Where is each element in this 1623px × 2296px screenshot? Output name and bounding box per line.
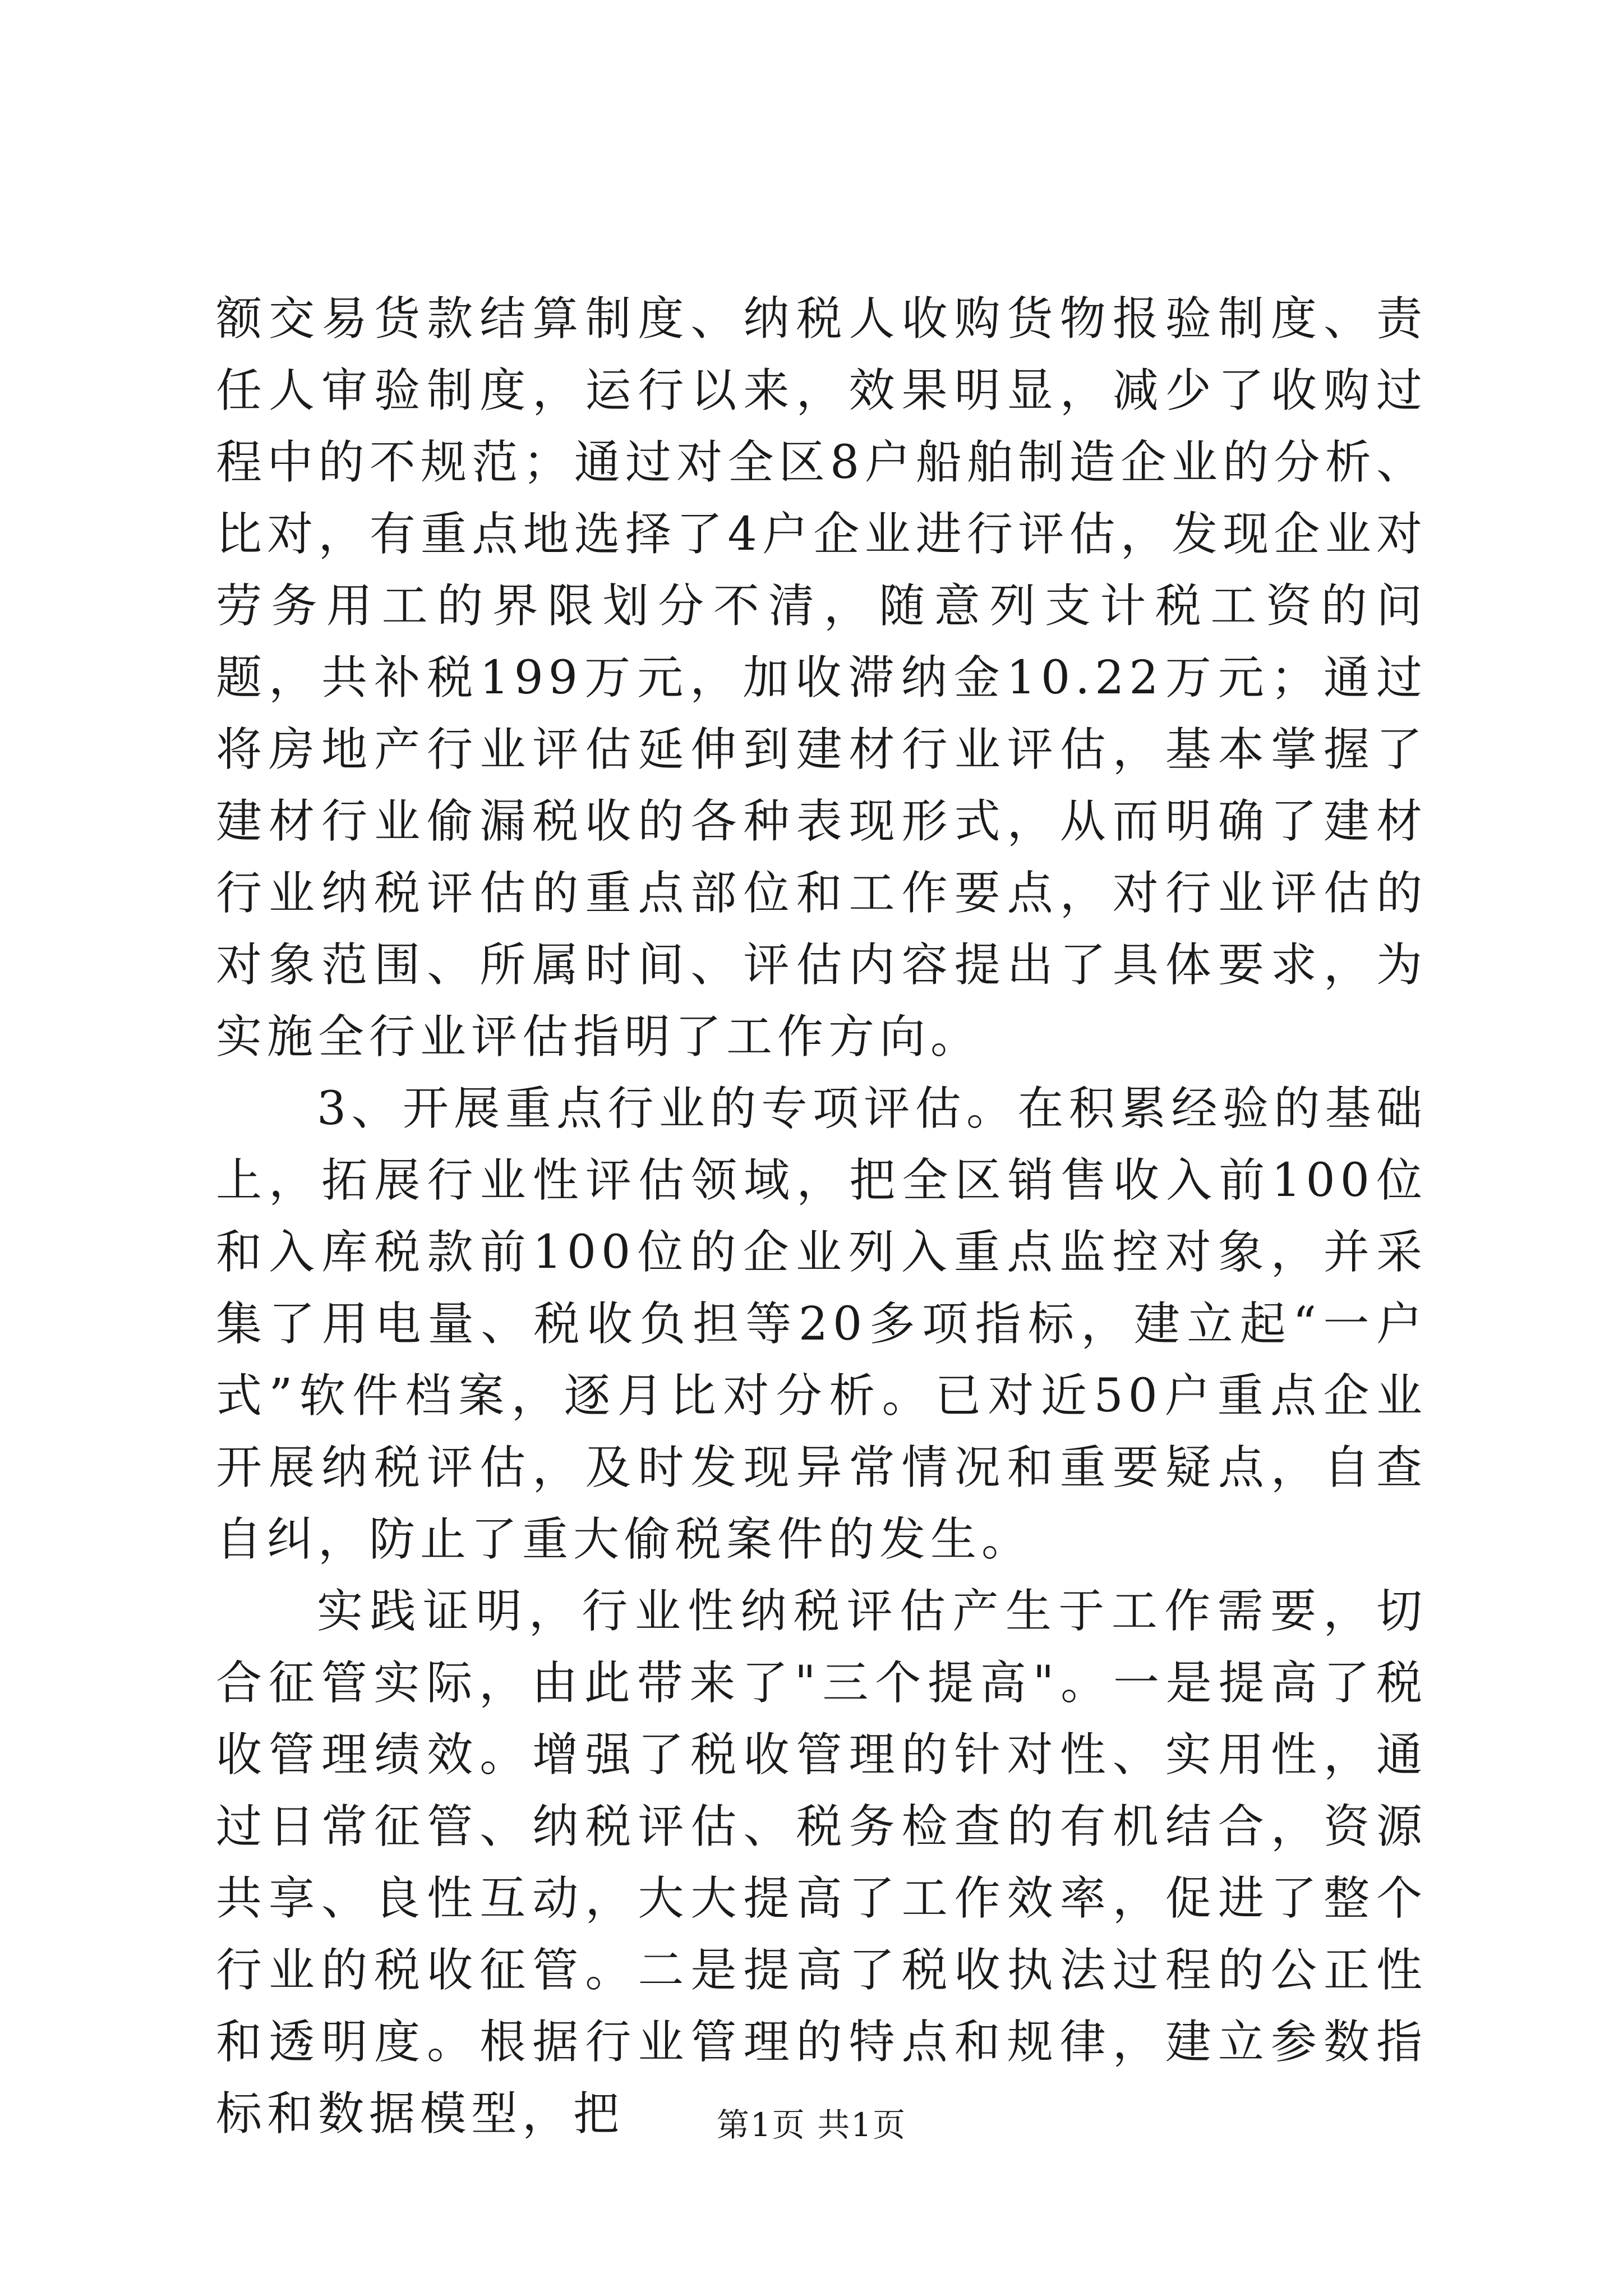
paragraph-2: 3、开展重点行业的专项评估。在积累经验的基础上，拓展行业性评估领域，把全区销售收入前100位和入库税款前100位的企业列入重点监控对象，并采集了用电量、税收负担等20多项指标，建立起“一户式”软件档案，逐月比对分析。已对近50户重点企业开展纳税评估，及时发现异常情况和重要疑点，自查自纠，防止了重大偷税案件的发生。 [216, 1082, 1427, 1566]
page-footer: 第1页 共1页 [716, 2106, 907, 2144]
paragraph-3: 实践证明，行业性纳税评估产生于工作需要，切合征管实际，由此带来了"三个提高"。一是提高了税收管理绩效。增强了税收管理的针对性、实用性，通过日常征管、纳税评估、税务检查的有机结合，资源共享、良性互动，大大提高了工作效率，促进了整个行业的税收征管。二是提高了税收执法过程的公正性和透明度。根据行业管理的特点和规律，建立参数指标和数据模型，把 [216, 1585, 1427, 2141]
document-body [216, 283, 1427, 2150]
paragraph-1: 额交易货款结算制度、纳税人收购货物报验制度、责任人审验制度，运行以来，效果明显，减少了收购过程中的不规范；通过对全区8户船舶制造企业的分析、比对，有重点地选择了4户企业进行评估，发现企业对劳务用工的界限划分不清，随意列支计税工资的问题，共补税199万元，加收滞纳金10.22万元；通过将房地产行业评估延伸到建材行业评估，基本掌握了建材行业偷漏税收的各种表现形式，从而明确了建材行业纳税评估的重点部位和工作要点，对行业评估的对象范围、所属时间、评估内容提出了具体要求，为实施全行业评估指明了工作方向。 [216, 292, 1427, 1064]
